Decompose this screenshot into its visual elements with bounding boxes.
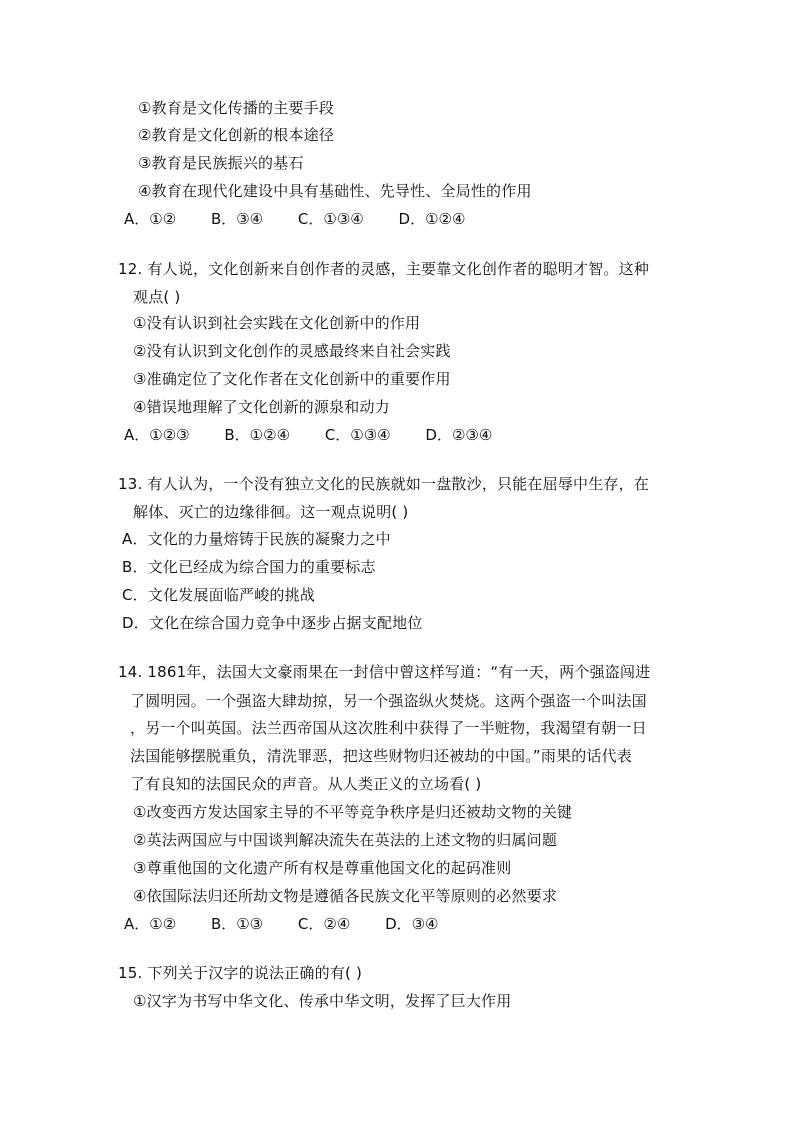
q15-item-1: ①汉字为书写中华文化、传承中华文明，发挥了巨大作用 [133, 992, 512, 1010]
q14-stem-line-1: 14. 1861年，法国大文豪雨果在一封信中曾这样写道：“有一天，两个强盗闯进 [118, 663, 651, 681]
q14-option-c: C．②④ [297, 915, 351, 933]
q14-option-d: D．③④ [385, 915, 439, 933]
q12-item-4: ④错误地理解了文化创新的源泉和动力 [133, 398, 390, 416]
q12-option-c: C．①③④ [324, 426, 391, 444]
q11-item-1: ①教育是文化传播的主要手段 [138, 99, 335, 117]
q12-options [124, 425, 492, 445]
q14-stem-line-3: ，另一个叫英国。法兰西帝国从这次胜利中获得了一半赃物，我渴望有朝一日 [130, 719, 647, 737]
q12-item-3: ③准确定位了文化作者在文化创新中的重要作用 [133, 370, 451, 388]
q11-item-3: ③教育是民族振兴的基石 [138, 154, 304, 172]
q14-option-b: B．①③ [210, 915, 264, 933]
q14-item-3: ③尊重他国的文化遗产所有权是尊重他国文化的起码准则 [133, 859, 512, 877]
q14-options [124, 914, 439, 934]
q12-stem-line-2: 观点( ) [133, 288, 181, 306]
q11-options [124, 209, 465, 229]
q12-option-b: B．①②④ [224, 426, 291, 444]
q11-item-2: ②教育是文化创新的根本途径 [138, 126, 335, 144]
q11-item-4: ④教育在现代化建设中具有基础性、先导性、全局性的作用 [138, 182, 532, 200]
q13-stem-line-2: 解体、灭亡的边缘徘徊。这一观点说明( ) [133, 503, 409, 521]
q11-option-d: D．①②④ [398, 210, 466, 228]
q12-item-2: ②没有认识到文化创作的灵感最终来自社会实践 [133, 342, 451, 360]
q14-stem-line-5: 了有良知的法国民众的声音。从人类正义的立场看( ) [130, 775, 482, 793]
q13-choice-a: A．文化的力量熔铸于民族的凝聚力之中 [122, 530, 391, 548]
q11-option-b: B．③④ [210, 210, 264, 228]
q13-choice-d: D．文化在综合国力竞争中逐步占据支配地位 [122, 614, 423, 632]
q14-stem-line-4: 法国能够摆脱重负，清洗罪恶，把这些财物归还被劫的中国。”雨果的话代表 [130, 747, 633, 765]
q14-item-4: ④依国际法归还所劫文物是遵循各民族文化平等原则的必然要求 [133, 887, 558, 905]
q15-stem: 15. 下列关于汉字的说法正确的有( ) [118, 964, 363, 982]
q13-choice-c: C．文化发展面临严峻的挑战 [122, 586, 316, 604]
q14-stem-line-2: 了圆明园。一个强盗大肆劫掠，另一个强盗纵火焚烧。这两个强盗一个叫法国 [130, 692, 647, 710]
q12-option-a: A．①②③ [124, 426, 190, 444]
q11-option-a: A．①② [124, 210, 177, 228]
q11-option-c: C．①③④ [297, 210, 364, 228]
q14-item-1: ①改变西方发达国家主导的不平等竞争秩序是归还被劫文物的关键 [133, 803, 573, 821]
q12-item-1: ①没有认识到社会实践在文化创新中的作用 [133, 314, 421, 332]
q14-item-2: ②英法两国应与中国谈判解决流失在英法的上述文物的归属问题 [133, 831, 558, 849]
q13-choice-b: B．文化已经成为综合国力的重要标志 [122, 558, 376, 576]
q14-option-a: A．①② [124, 915, 177, 933]
q13-stem-line-1: 13. 有人认为，一个没有独立文化的民族就如一盘散沙，只能在屈辱中生存，在 [118, 475, 650, 493]
q12-option-d: D．②③④ [425, 426, 493, 444]
q12-stem-line-1: 12. 有人说，文化创新来自创作者的灵感，主要靠文化创作者的聪明才智。这种 [118, 260, 650, 278]
